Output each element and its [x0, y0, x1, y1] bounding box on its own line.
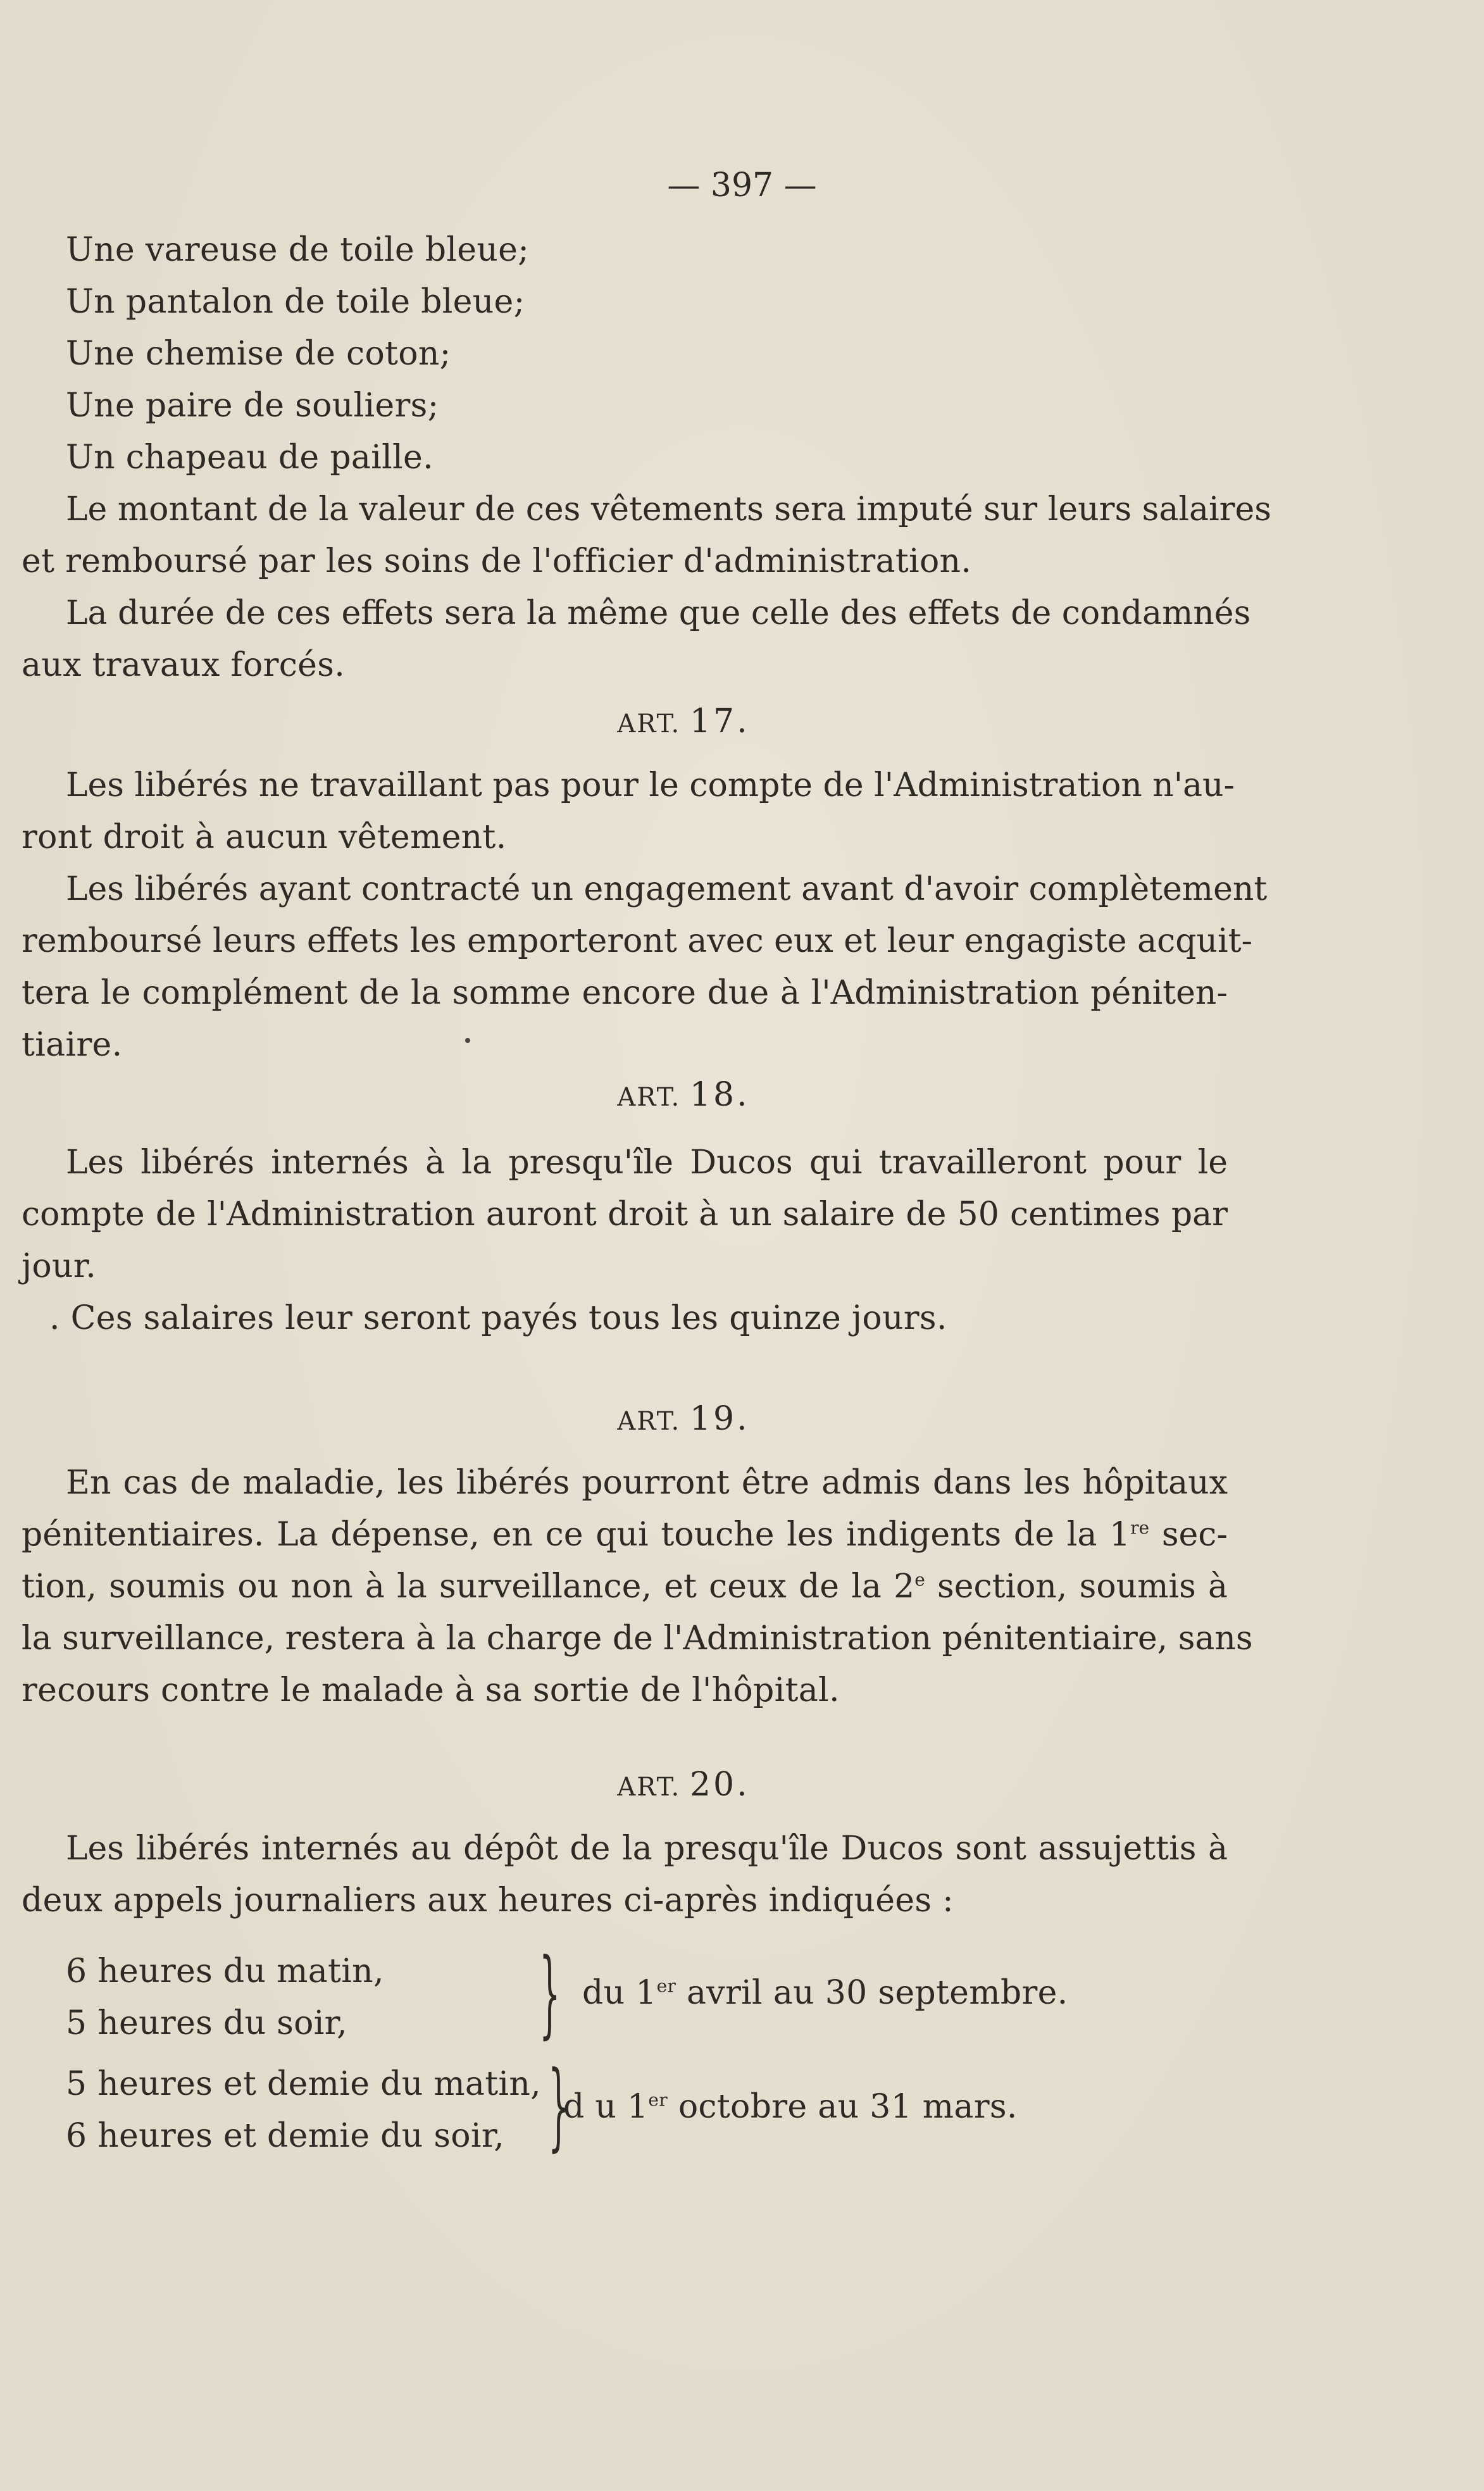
paragraph-line: Le montant de la valeur de ces vêtements sera imputé sur leurs salaires: [66, 490, 1271, 528]
page-number: — 397 —: [667, 166, 817, 204]
article-heading-19: [0, 1400, 1367, 1440]
paragraph-line: ront droit à aucun vêtement.: [22, 818, 507, 856]
schedule-time: 5 heures et demie du matin,: [66, 2065, 541, 2103]
paragraph-line: tera le complément de la somme encore due à l'Administration péniten-: [22, 974, 1228, 1012]
paragraph-line: deux appels journaliers aux heures ci-après indiquées :: [22, 1882, 954, 1920]
clothing-item: Un chapeau de paille.: [66, 439, 433, 477]
article-label: ART.: [617, 709, 681, 739]
paragraph-line: compte de l'Administration auront droit à un salaire de 50 centimes par: [22, 1196, 1228, 1233]
schedule-period: du 1er avril au 30 septembre.: [582, 1974, 1068, 2012]
paragraph-line: jour.: [22, 1247, 97, 1285]
paragraph-line: Les libérés internés au dépôt de la presqu'île Ducos sont assujettis à: [66, 1830, 1228, 1868]
paragraph-line: aux travaux forcés.: [22, 646, 346, 684]
schedule-time: 6 heures du matin,: [66, 1952, 384, 1990]
clothing-item: Une chemise de coton;: [66, 335, 451, 373]
paragraph-line: pénitentiaires. La dépense, en ce qui touche les indigents de la 1re sec-: [22, 1516, 1228, 1554]
paragraph-line: tion, soumis ou non à la surveillance, et ceux de la 2e section, soumis à: [22, 1568, 1228, 1606]
article-number: 19.: [689, 1400, 750, 1438]
paragraph-line: La durée de ces effets sera la même que celle des effets de condamnés: [66, 594, 1251, 632]
article-label: ART.: [617, 1407, 681, 1436]
schedule-period: d u 1er octobre au 31 mars.: [563, 2088, 1018, 2126]
article-heading-18: [0, 1076, 1367, 1116]
paragraph-line: tiaire.: [22, 1026, 123, 1064]
schedule-time: 6 heures et demie du soir,: [66, 2117, 505, 2155]
brace-right: }: [539, 1938, 561, 2049]
schedule-time: 5 heures du soir,: [66, 2004, 347, 2042]
article-label: ART.: [617, 1773, 681, 1802]
article-number: 18.: [689, 1076, 750, 1114]
article-heading-17: [0, 702, 1367, 743]
paragraph-line: remboursé leurs effets les emporteront avec eux et leur engagiste acquit-: [22, 922, 1253, 960]
clothing-item: Une paire de souliers;: [66, 387, 439, 425]
ink-speck: [465, 1038, 470, 1043]
paragraph-line: Les libérés ne travaillant pas pour le compte de l'Administration n'au-: [66, 766, 1235, 804]
paragraph-line: Les libérés internés à la presqu'île Ducos qui travailleront pour le: [66, 1144, 1228, 1182]
article-heading-20: [0, 1766, 1367, 1806]
paragraph-line: Les libérés ayant contracté un engagement avant d'avoir complètement: [66, 870, 1268, 908]
paragraph-line: . Ces salaires leur seront payés tous les quinze jours.: [49, 1299, 947, 1337]
clothing-item: Un pantalon de toile bleue;: [66, 283, 525, 321]
paragraph-line: En cas de maladie, les libérés pourront être admis dans les hôpitaux: [66, 1464, 1228, 1502]
article-label: ART.: [617, 1083, 681, 1112]
article-number: 20.: [689, 1766, 750, 1804]
clothing-item: Une vareuse de toile bleue;: [66, 231, 530, 269]
article-number: 17.: [689, 702, 750, 740]
brace-right: }: [548, 2051, 570, 2161]
paragraph-line: la surveillance, restera à la charge de l'Administration pénitentiaire, sans: [22, 1620, 1253, 1658]
paragraph-line: et remboursé par les soins de l'officier d'administration.: [22, 542, 972, 580]
paragraph-line: recours contre le malade à sa sortie de l'hôpital.: [22, 1671, 840, 1709]
